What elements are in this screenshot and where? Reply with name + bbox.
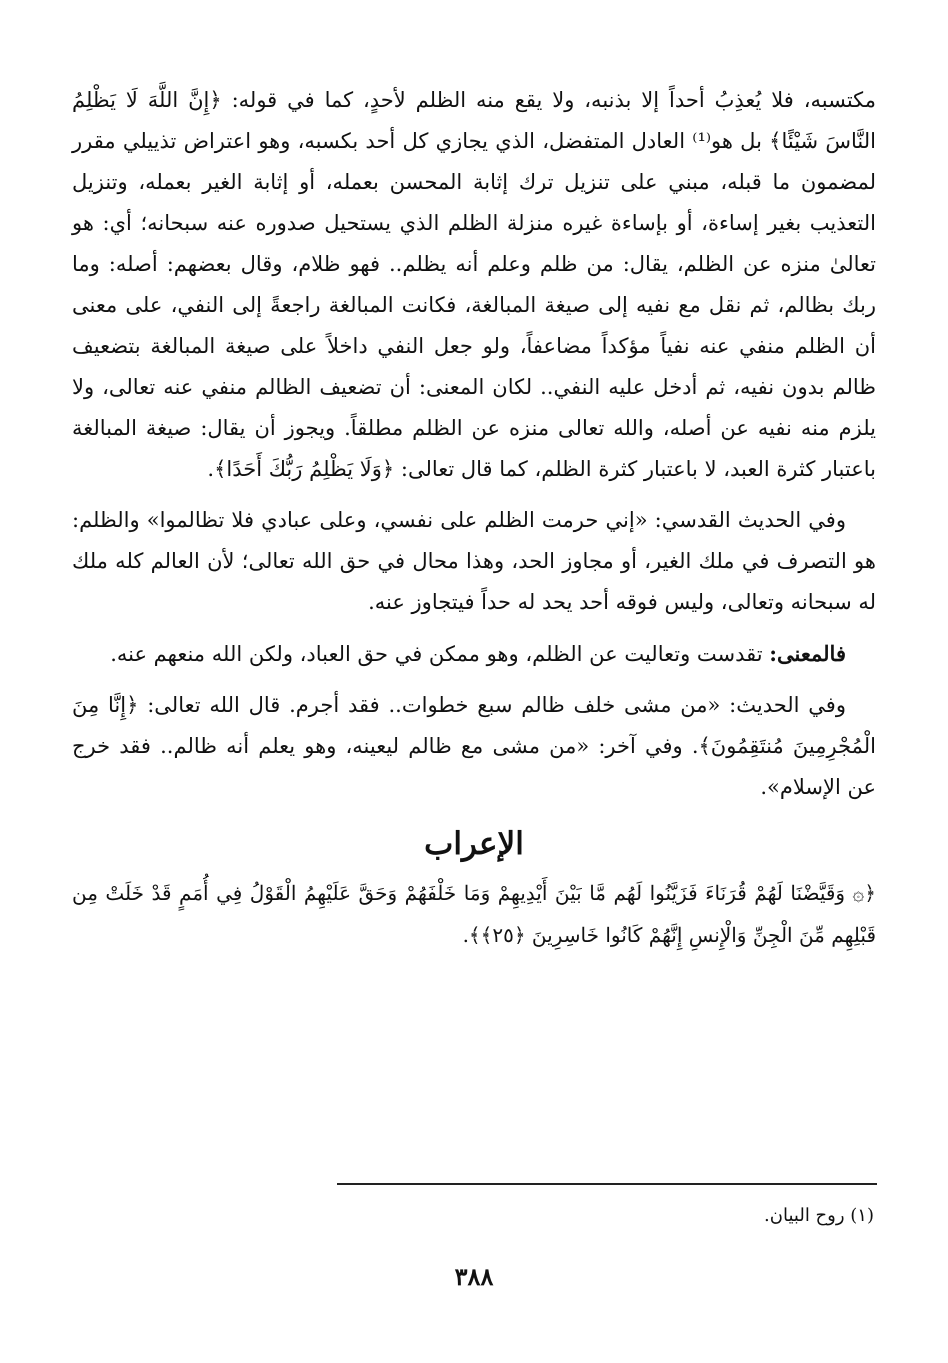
page-body: [72, 80, 876, 956]
paragraph-2: وفي الحديث القدسي: «إني حرمت الظلم على نفسي، وعلى عبادي فلا تظالموا» والظلم: هو التصرف في ملك الغير، أو مجاوز الحد، وهذا محال في حق الله تعالى؛ لأن العالم كله ملك له سبحانه وتعالى، وليس فوقه أحد يحد له حداً فيتجاوز عنه.: [72, 508, 876, 614]
meaning-label: فالمعنى:: [769, 641, 846, 666]
paragraph-1: مكتسبه، فلا يُعذِبُ أحداً إلا بذنبه، ولا يقع منه الظلم لأحدٍ، كما في قوله: ﴿إِنَّ اللَّهَ لَا يَظْلِمُ النَّاسَ شَيْئًا﴾ بل هو⁽¹⁾ العادل المتفضل، الذي يجازي كل أحد بكسبه، وهو اعتراض تذييلي مقرر لمضمون ما قبله، مبني على تنزيل ترك إثابة المحسن بعمله، أو إثابة الغير بعمله، وتنزيل التعذيب بغير إساءة، أو بإساءة غيره منزلة الظلم الذي يستحيل صدوره عنه سبحانه؛ أي: هو تعالىٰ منزه عن الظلم، يقال: من ظلم وعلم أنه يظلم.. فهو ظلام، وقال بعضهم: أصله: وما ربك بظالم، ثم نقل مع نفيه إلى صيغة المبالغة، فكانت المبالغة راجعةً إلى النفي، على معنى أن الظلم منفي عنه نفياً مؤكداً مضاعفاً، ولو جعل النفي داخلاً على صيغة المبالغة بتضعيف ظالم بدون نفيه، ثم أدخل عليه النفي.. لكان المعنى: أن تضعيف الظالم منفي عنه تعالى، ولا يلزم منه نفيه عن أصله، والله تعالى منزه عن الظلم مطلقاً. ويجوز أن يقال: صيغة المبالغة باعتبار كثرة العبد، لا باعتبار كثرة الظلم، كما قال تعالى: ﴿وَلَا يَظْلِمُ رَبُّكَ أَحَدًا﴾.: [72, 88, 877, 481]
footnote: (١) روح البيان.: [764, 1205, 874, 1226]
page-number: ٣٨٨: [454, 1262, 494, 1291]
paragraph-hadith: وفي الحديث: «من مشى خلف ظالم سبع خطوات.. فقد أجرم. قال الله تعالى: ﴿إِنَّا مِنَ الْمُجْرِمِينَ مُنتَقِمُونَ﴾. وفي آخر: «من مشى مع ظالم ليعينه، وهو يعلم أنه ظالم.. فقد خرج عن الإسلام».: [72, 693, 876, 799]
irab-verse: ﴿۞ وَقَيَّضْنَا لَهُمْ قُرَنَاءَ فَزَيَّنُوا لَهُم مَّا بَيْنَ أَيْدِيهِمْ وَمَا خَلْفَهُمْ وَحَقَّ عَلَيْهِمُ الْقَوْلُ فِي أُمَمٍ قَدْ خَلَتْ مِن قَبْلِهِم مِّنَ الْجِنِّ وَالْإِنسِ إِنَّهُمْ كَانُوا خَاسِرِينَ ﴿٢٥﴾﴾.: [72, 881, 876, 947]
paragraph-meaning: [72, 633, 876, 675]
footnote-divider: [337, 1183, 877, 1185]
meaning-text: تقدست وتعاليت عن الظلم، وهو ممكن في حق العباد، ولكن الله منعهم عنه.: [110, 642, 770, 666]
section-heading: الإعراب: [424, 826, 524, 862]
